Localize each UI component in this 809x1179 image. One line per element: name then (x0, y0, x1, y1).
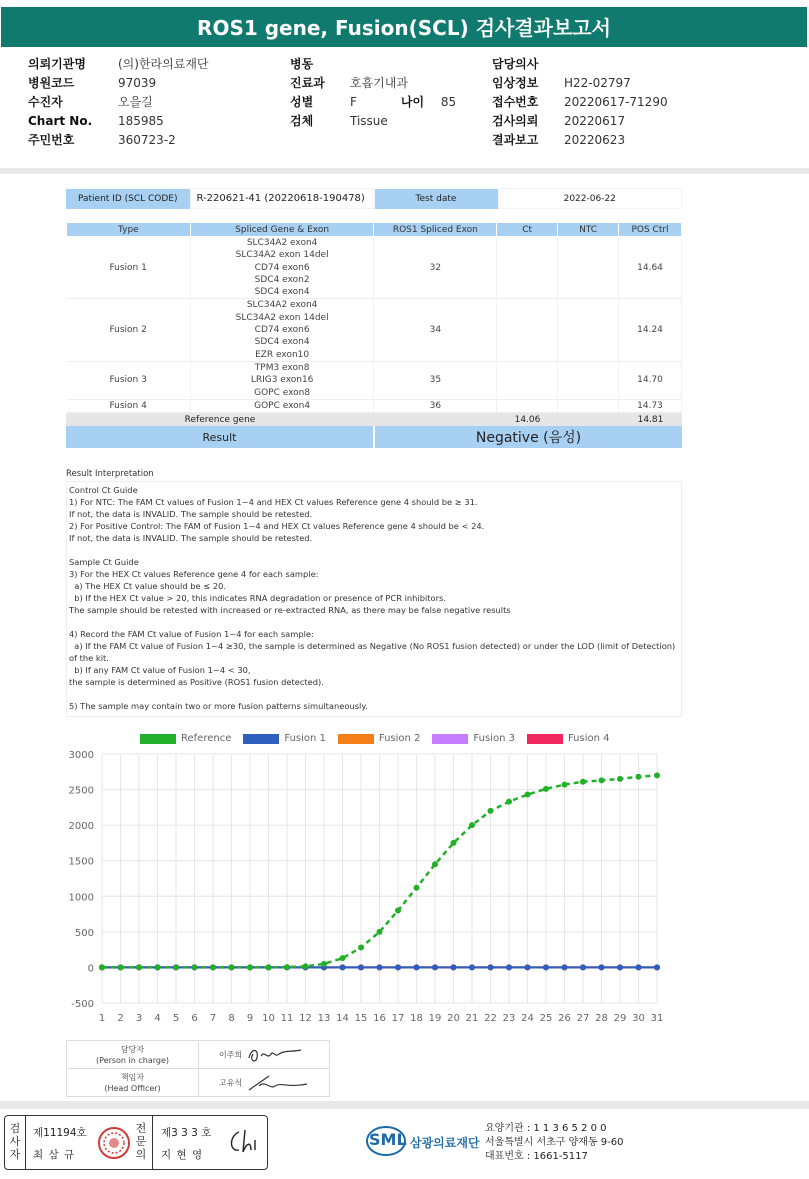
legend-item[interactable] (527, 733, 610, 744)
header-field (28, 54, 209, 73)
y-tick-label: 2000 (68, 821, 94, 833)
certification-box (4, 1115, 268, 1170)
x-tick-label: 18 (410, 1013, 423, 1024)
header-field-value: Tissue (350, 113, 388, 128)
ros1-exon: 36 (374, 399, 497, 412)
y-tick-label: 1000 (68, 892, 94, 904)
header-field-value: H22-02797 (564, 75, 631, 90)
header-field-label: 병원코드 (28, 76, 75, 90)
column-header: Type (67, 223, 191, 237)
header-field (290, 54, 456, 73)
ntc-value (558, 361, 619, 399)
header-field-value: 20220617 (564, 113, 626, 128)
interpretation-line (69, 688, 679, 700)
legend-label: Fusion 1 (284, 733, 326, 744)
legend-item[interactable] (140, 733, 231, 744)
spliced-genes (190, 299, 374, 361)
header-field-label: 검사의뢰 (492, 114, 539, 128)
reference-and-result (66, 413, 682, 426)
patient-id-label: Patient ID (SCL CODE) (66, 189, 190, 209)
data-point (303, 963, 309, 969)
y-tick-label: 0 (87, 963, 94, 975)
data-point (395, 908, 401, 914)
legend-swatch (243, 734, 279, 744)
interpretation-line: The sample should be retested with increased or re-extracted RNA, as there may be false negative results (69, 605, 511, 615)
header-field (28, 73, 209, 92)
x-tick-label: 5 (172, 1013, 180, 1024)
x-tick-label: 28 (595, 1013, 608, 1024)
ros1-exon: 32 (374, 237, 497, 299)
header-field (28, 92, 209, 111)
signer-1 (199, 1041, 330, 1069)
interpretation-line: 2) For Positive Control: The FAM of Fusion 1~4 and HEX Ct values Reference gene 4 should be < 24. (69, 521, 485, 531)
column-header: NTC (558, 223, 619, 237)
data-point (636, 964, 642, 970)
org-address (485, 1122, 624, 1164)
header-field (492, 92, 668, 111)
interpretation-line: Sample Ct Guide (69, 557, 139, 567)
data-point (617, 964, 623, 970)
gene-exon: SLC34A2 exon4 (246, 300, 318, 311)
ct-value (497, 399, 558, 412)
x-tick-label: 29 (613, 1013, 627, 1024)
x-tick-label: 25 (539, 1013, 553, 1024)
interpretation-line: b) If any FAM Ct value of Fusion 1~4 < 30, (69, 665, 251, 675)
column-header: Ct (497, 223, 558, 237)
gene-exon: CD74 exon6 (254, 325, 310, 336)
pos-ctrl-value: 14.73 (619, 399, 682, 412)
data-point (525, 964, 531, 970)
y-tick-label: 1500 (68, 856, 94, 868)
x-tick-label: 12 (299, 1013, 312, 1024)
data-point (155, 964, 161, 970)
data-point (136, 964, 142, 970)
legend-label: Fusion 2 (378, 733, 421, 744)
header-field-label: 접수번호 (492, 95, 539, 109)
gene-exon: SDC4 exon4 (254, 337, 310, 348)
spliced-genes (190, 237, 374, 299)
column-header: POS Ctrl (619, 223, 682, 237)
x-tick-label: 27 (576, 1013, 590, 1024)
gene-exon: SLC34A2 exon 14del (235, 250, 329, 261)
x-tick-label: 23 (502, 1013, 516, 1024)
header-field-value: 20220617-71290 (564, 94, 668, 109)
gene-exon: SDC4 exon4 (254, 287, 310, 298)
header-field-value: 20220623 (564, 132, 626, 147)
data-point (358, 964, 364, 970)
fusion-type: Fusion 3 (67, 361, 191, 399)
header-column-1 (28, 54, 209, 149)
interpretation-box (66, 481, 682, 717)
x-tick-label: 30 (632, 1013, 645, 1024)
data-point (229, 964, 235, 970)
reference-pos: 14.81 (637, 414, 664, 425)
report-title: ROS1 gene, Fusion(SCL) 검사결과보고서 (1, 7, 807, 47)
chart-legend (140, 733, 621, 744)
table-row (67, 361, 682, 399)
legend-label: Fusion 3 (473, 733, 515, 744)
interpretation-line (69, 544, 679, 556)
interpretation-line: a) The HEX Ct value should be ≤ 20. (69, 581, 227, 591)
legend-swatch (432, 734, 468, 744)
legend-label: Fusion 4 (567, 733, 610, 744)
examiner-license: 제11194호 (33, 1127, 87, 1139)
data-point (432, 964, 438, 970)
x-tick-label: 31 (650, 1013, 664, 1024)
data-point (488, 808, 494, 814)
result-row (66, 426, 682, 448)
data-point (451, 840, 457, 846)
label-specialist: 전문의 (135, 1122, 147, 1161)
column-header: Spliced Gene & Exon (190, 223, 374, 237)
table-row (67, 299, 682, 361)
gene-exon: TPM3 exon8 (254, 362, 310, 373)
x-tick-label: 24 (521, 1013, 534, 1024)
data-point (340, 964, 346, 970)
interpretation-line: Control Ct Guide (69, 485, 138, 495)
data-point (321, 961, 327, 967)
spliced-genes (190, 399, 374, 412)
seal-icon (97, 1126, 131, 1160)
header-field (28, 130, 209, 149)
data-point (543, 964, 549, 970)
gene-exon: SDC4 exon2 (254, 274, 310, 285)
x-tick-label: 20 (447, 1013, 460, 1024)
data-point (451, 964, 457, 970)
header-field-label: 검체 (290, 114, 314, 128)
x-tick-label: 16 (373, 1013, 386, 1024)
data-point (340, 955, 346, 961)
patient-id-value: R-220621-41 (20220618-190478) (190, 189, 374, 209)
interpretation-line: 4) Record the FAM Ct value of Fusion 1~4 for each sample: (69, 629, 314, 639)
ntc-value (558, 237, 619, 299)
age-value: 85 (440, 94, 457, 109)
header-column-2 (290, 54, 456, 130)
signature-table (66, 1040, 330, 1097)
header-field (492, 130, 668, 149)
test-date-value: 2022-06-22 (498, 189, 682, 209)
data-point (562, 964, 568, 970)
x-tick-label: 17 (391, 1013, 405, 1024)
x-tick-label: 3 (135, 1013, 143, 1024)
data-point (377, 929, 383, 935)
data-point (210, 964, 216, 970)
gene-exon: SLC34A2 exon 14del (235, 312, 329, 323)
data-point (654, 772, 660, 778)
column-header: ROS1 Spliced Exon (374, 223, 497, 237)
legend-item[interactable] (243, 733, 326, 744)
data-point (192, 964, 198, 970)
ntc-value (558, 299, 619, 361)
ntc-value (558, 399, 619, 412)
header-field (28, 111, 209, 130)
x-tick-label: 15 (354, 1013, 368, 1024)
header-field-label: Chart No. (28, 113, 93, 128)
header-field-label: 주민번호 (28, 133, 75, 147)
data-point (580, 964, 586, 970)
header-column-3 (492, 54, 668, 149)
data-point (358, 945, 364, 951)
data-point (414, 885, 420, 891)
data-point (506, 964, 512, 970)
gene-exon: CD74 exon6 (254, 262, 310, 273)
patient-info-table (66, 188, 682, 209)
data-point (580, 779, 586, 785)
label-examiner: 검사자 (9, 1122, 21, 1161)
gene-exon: SLC34A2 exon4 (246, 238, 318, 248)
legend-swatch (338, 734, 374, 744)
header-field-value: 360723-2 (118, 132, 176, 147)
signature-3-icon (225, 1128, 265, 1158)
ct-value (497, 299, 558, 361)
data-point (395, 964, 401, 970)
data-point (599, 964, 605, 970)
header-field (492, 111, 668, 130)
header-field-label: 진료과 (290, 76, 325, 90)
data-point (284, 964, 290, 970)
data-point (266, 964, 272, 970)
gene-exon: GOPC exon8 (254, 387, 311, 398)
test-date-label: Test date (374, 189, 498, 209)
data-point (377, 964, 383, 970)
header-field-label: 임상정보 (492, 76, 539, 90)
data-point (432, 861, 438, 867)
header-field-label: 병동 (290, 57, 314, 71)
x-tick-label: 13 (317, 1013, 331, 1024)
interpretation-line (69, 616, 679, 628)
x-tick-label: 4 (154, 1013, 161, 1024)
interpretation-line: 5) The sample may contain two or more fusion patterns simultaneously. (69, 701, 368, 711)
header-field-label: 의뢰기관명 (28, 57, 86, 71)
gene-exon: EZR exon10 (255, 349, 310, 360)
signature-1-icon (245, 1044, 305, 1066)
header-field-label: 결과보고 (492, 133, 539, 147)
header-field-label: 담당의사 (492, 57, 539, 71)
header-field (290, 111, 456, 130)
x-tick-label: 10 (262, 1013, 275, 1024)
fusion-type: Fusion 1 (67, 237, 191, 299)
data-point (414, 964, 420, 970)
signer-2-role: 책임자 (Head Officer) (67, 1069, 199, 1097)
specialist-name: 지 현 영 (161, 1149, 204, 1161)
y-tick-label: 500 (74, 927, 94, 939)
x-tick-label: 1 (98, 1013, 106, 1024)
data-point (636, 774, 642, 780)
header-field-value: 오을길 (118, 95, 153, 109)
specialist-license: 제3 3 3 호 (161, 1127, 212, 1139)
fusion-type: Fusion 4 (67, 399, 191, 412)
result-section (66, 188, 682, 448)
x-tick-label: 14 (336, 1013, 349, 1024)
x-tick-label: 2 (117, 1013, 124, 1024)
result-value: Negative (음성) (374, 426, 682, 448)
legend-item[interactable] (432, 733, 515, 744)
interpretation-line: 3) For the HEX Ct values Reference gene 4 for each sample: (69, 569, 319, 579)
legend-swatch (527, 734, 563, 744)
header-field-value: F (350, 94, 357, 109)
legend-label: Reference (181, 733, 232, 744)
reference-ct: 14.06 (514, 414, 541, 425)
header-field (290, 73, 456, 92)
legend-item[interactable] (338, 733, 421, 744)
interpretation-line: 1) For NTC: The FAM Ct values of Fusion 1~4 and HEX Ct values Reference gene 4 should be ≥ 31. (69, 497, 478, 507)
interpretation-line: b) If the HEX Ct value > 20, this indicates RNA degradation or presence of PCR inhibitors. (69, 593, 447, 603)
table-row (67, 237, 682, 299)
data-point (543, 786, 549, 792)
data-point (247, 964, 253, 970)
y-tick-label: 3000 (68, 750, 94, 761)
x-tick-label: 6 (191, 1013, 198, 1024)
reference-gene-label: Reference gene (184, 414, 256, 425)
age-label: 나이 (400, 95, 425, 109)
data-point (599, 777, 605, 783)
report-header (0, 52, 809, 166)
pos-ctrl-value: 14.70 (619, 361, 682, 399)
header-field (492, 73, 668, 92)
interpretation-line: a) If the FAM Ct value of Fusion 1~4 ≥30, the sample is determined as Negative (No ROS1 fusion detected) or under the LOD (limit of Detection) of the kit. (69, 641, 678, 663)
data-point (506, 799, 512, 805)
gene-exon: GOPC exon4 (254, 400, 311, 411)
result-label: Result (66, 426, 374, 448)
org-code: 요양기관 : 1 1 3 6 5 2 0 0 (485, 1123, 607, 1134)
amplification-chart (0, 745, 809, 1045)
x-tick-label: 9 (246, 1013, 254, 1024)
ct-value (497, 237, 558, 299)
x-tick-label: 26 (558, 1013, 571, 1024)
x-tick-label: 21 (465, 1013, 479, 1024)
header-field-value: 97039 (118, 75, 157, 90)
data-point (488, 964, 494, 970)
data-point (525, 792, 531, 798)
x-tick-label: 11 (280, 1013, 294, 1024)
results-table (66, 222, 682, 413)
header-field (290, 92, 456, 111)
pos-ctrl-value: 14.24 (619, 299, 682, 361)
y-tick-label: -500 (71, 999, 94, 1010)
ros1-exon: 34 (374, 299, 497, 361)
data-point (617, 776, 623, 782)
data-point (654, 964, 660, 970)
signer-1-role: 담당자 (Person in charge) (67, 1041, 199, 1069)
y-tick-label: 2500 (68, 785, 94, 797)
sml-logo-text: SML (369, 1130, 407, 1149)
org-phone: 대표번호 : 1661-5117 (485, 1151, 588, 1162)
legend-swatch (140, 734, 176, 744)
results-table-header (67, 223, 682, 237)
signature-2-icon (245, 1072, 315, 1094)
interpretation-title: Result Interpretation (66, 469, 154, 479)
interpretation-line: If not, the data is INVALID. The sample should be retested. (69, 509, 313, 519)
data-point (118, 964, 124, 970)
header-field (492, 54, 668, 73)
header-field-label: 수진자 (28, 95, 63, 109)
org-name: 삼광의료재단 (410, 1136, 480, 1150)
fusion-type: Fusion 2 (67, 299, 191, 361)
data-point (562, 782, 568, 788)
header-field-value: 호흡기내과 (350, 76, 408, 90)
signer-2 (199, 1069, 330, 1097)
data-point (469, 964, 475, 970)
ct-value (497, 361, 558, 399)
data-point (173, 964, 179, 970)
x-tick-label: 7 (209, 1013, 217, 1024)
signer-2-name: 고유석 (219, 1078, 243, 1087)
ros1-exon: 35 (374, 361, 497, 399)
org-address-line: 서울특별시 서초구 양재동 9-60 (485, 1137, 624, 1148)
header-field-value: (의)한라의료재단 (118, 57, 209, 71)
interpretation-line: If not, the data is INVALID. The sample should be retested. (69, 533, 313, 543)
x-tick-label: 8 (228, 1013, 235, 1024)
signer-1-name: 이주희 (219, 1050, 243, 1059)
x-tick-label: 22 (484, 1013, 497, 1024)
header-field-label: 성별 (290, 95, 314, 109)
data-point (99, 964, 105, 970)
data-point (469, 822, 475, 828)
section-divider (0, 168, 809, 174)
gene-exon: LRIG3 exon16 (250, 375, 314, 386)
spliced-genes (190, 361, 374, 399)
pos-ctrl-value: 14.64 (619, 237, 682, 299)
interpretation-line: the sample is determined as Positive (ROS1 fusion detected). (69, 677, 324, 687)
examiner-name: 최 삼 규 (33, 1149, 76, 1161)
results-table-body (67, 237, 682, 413)
table-row (67, 399, 682, 412)
footer-divider (0, 1101, 809, 1109)
header-field-value: 185985 (118, 113, 164, 128)
x-tick-label: 19 (428, 1013, 442, 1024)
